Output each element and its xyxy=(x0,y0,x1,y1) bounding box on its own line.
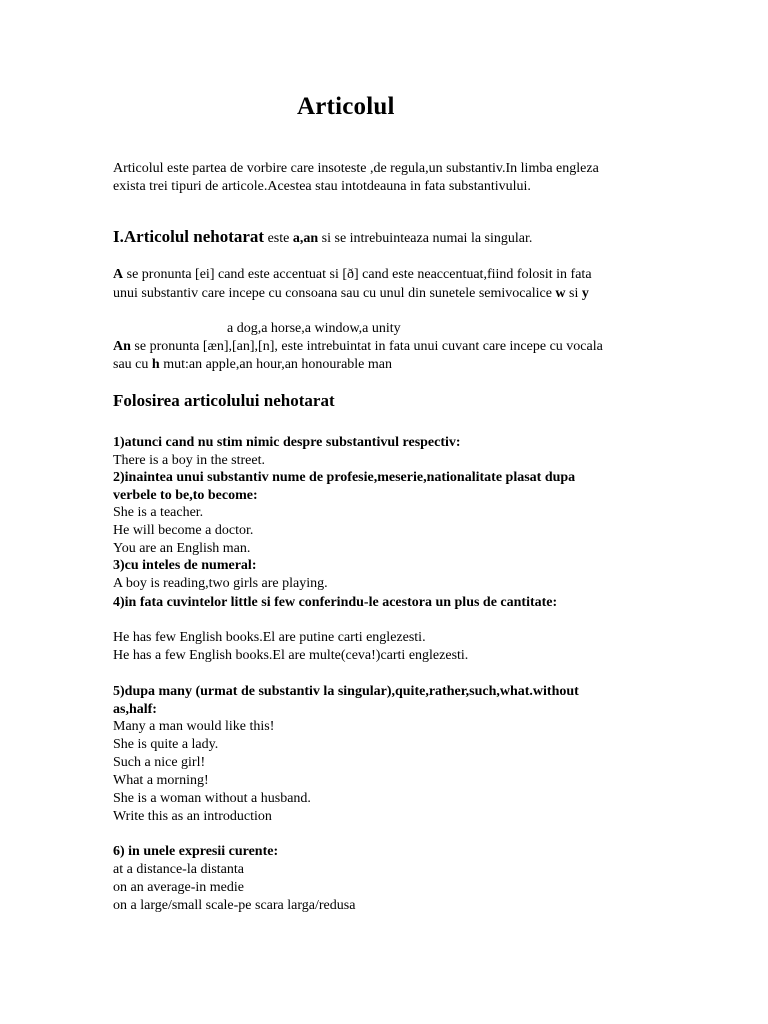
item-2-example-2: He will become a doctor. xyxy=(113,523,254,538)
item-4-heading: 4)in fata cuvintelor little si few conferindu-le acestora un plus de cantitate: xyxy=(113,595,558,610)
a-rule-examples: a dog,a horse,a window,a unity xyxy=(227,321,401,336)
an-rule-line-1 xyxy=(113,338,603,355)
item-1-example-1: There is a boy in the street. xyxy=(113,453,266,468)
item-4-example-2: He has a few English books.El are multe(ceva!)carti englezesti. xyxy=(113,648,469,663)
item-5-heading-line-2: as,half: xyxy=(113,702,157,717)
an-rule-text-2a: sau cu xyxy=(113,357,152,372)
item-2-example-3: You are an English man. xyxy=(113,541,251,556)
a-rule-si: si xyxy=(565,286,582,301)
a-rule-line-1 xyxy=(113,266,592,283)
uses-heading: Folosirea articolului nehotarat xyxy=(113,391,335,410)
item-6-example-2: on an average-in medie xyxy=(113,880,244,895)
a-rule-line-2 xyxy=(113,285,589,302)
item-2-heading-line-2: verbele to be,to become: xyxy=(113,488,258,503)
a-rule-text-2: unui substantiv care incepe cu consoana sau cu unul din sunetele semivocalice xyxy=(113,286,556,301)
item-2-heading-line-1: 2)inaintea unui substantiv nume de profesie,meserie,nationalitate plasat dupa xyxy=(113,470,576,485)
item-5-example-4: What a morning! xyxy=(113,773,209,788)
section-1-heading xyxy=(113,228,532,247)
section-1-title: I.Articolul nehotarat xyxy=(113,227,265,246)
item-5-example-2: She is quite a lady. xyxy=(113,737,219,752)
item-5-example-6: Write this as an introduction xyxy=(113,809,272,824)
item-1-heading: 1)atunci cand nu stim nimic despre substantivul respectiv: xyxy=(113,435,461,450)
section-1-articles: a,an xyxy=(292,231,319,246)
item-4-example-1: He has few English books.El are putine carti englezesti. xyxy=(113,630,426,645)
item-6-example-1: at a distance-la distanta xyxy=(113,862,244,877)
page-title: Articolul xyxy=(297,93,395,120)
an-rule-h: h xyxy=(151,357,160,372)
item-2-example-1: She is a teacher. xyxy=(113,505,204,520)
item-5-example-1: Many a man would like this! xyxy=(113,719,275,734)
an-rule-text-2b: mut:an apple,an hour,an honourable man xyxy=(159,357,392,372)
a-rule-w: w xyxy=(555,286,566,301)
section-1-text-a: este xyxy=(264,231,293,246)
item-5-heading-line-1: 5)dupa many (urmat de substantiv la singular),quite,rather,such,what.without xyxy=(113,684,579,699)
an-rule-line-2 xyxy=(113,356,392,373)
a-rule-text-1: se pronunta [ei] cand este accentuat si [ð] cand este neaccentuat,fiind folosit in fata xyxy=(123,267,592,282)
item-6-example-3: on a large/small scale-pe scara larga/redusa xyxy=(113,898,356,913)
section-1-text-b: si se intrebuinteaza numai la singular. xyxy=(318,231,533,246)
item-3-example-1: A boy is reading,two girls are playing. xyxy=(113,576,328,591)
intro-line-2: exista trei tipuri de articole.Acestea stau intotdeauna in fata substantivului. xyxy=(113,179,531,194)
item-3-heading: 3)cu inteles de numeral: xyxy=(113,558,257,573)
item-5-example-5: She is a woman without a husband. xyxy=(113,791,311,806)
item-5-example-3: Such a nice girl! xyxy=(113,755,206,770)
a-rule-y: y xyxy=(581,286,589,301)
intro-line-1: Articolul este partea de vorbire care insoteste ,de regula,un substantiv.In limba engleza xyxy=(113,161,599,176)
an-rule-text-1: se pronunta [æn],[an],[n], este intrebuintat in fata unui cuvant care incepe cu vocala xyxy=(130,339,603,354)
an-rule-word: An xyxy=(113,339,131,354)
item-6-heading: 6) in unele expresii curente: xyxy=(113,844,279,859)
a-rule-letter: A xyxy=(113,267,124,282)
